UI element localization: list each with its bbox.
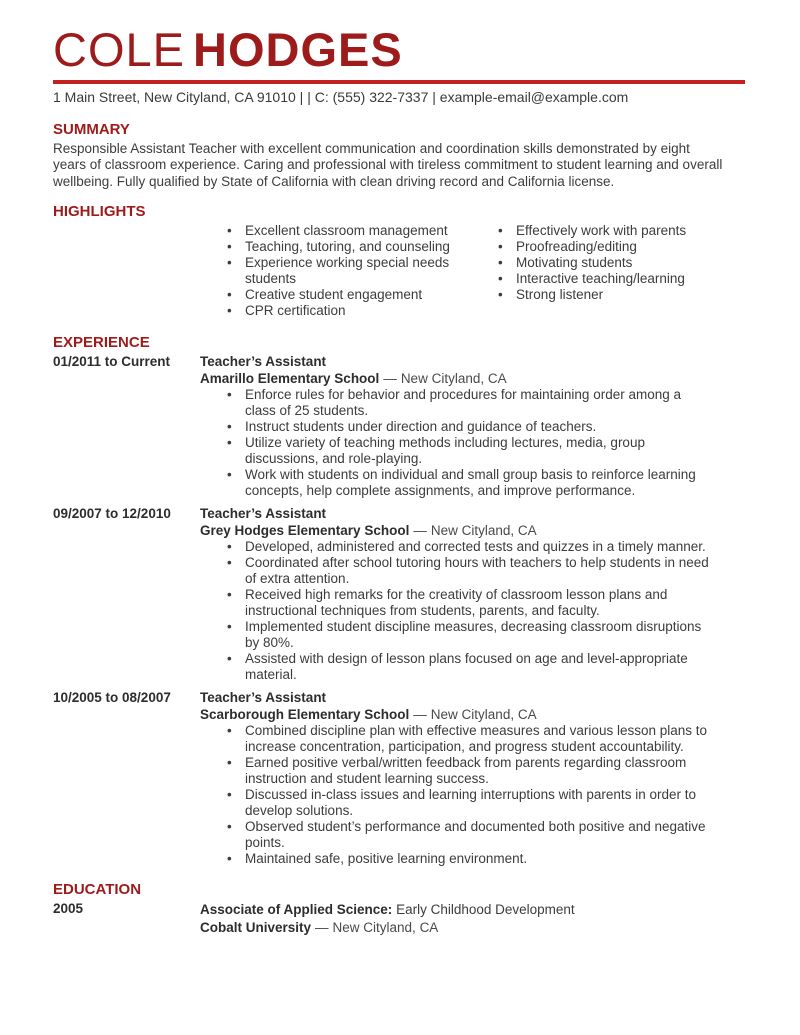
first-name: COLE	[53, 23, 185, 76]
highlight-item: • Effectively work with parents	[496, 223, 745, 239]
education-year: 2005	[53, 901, 84, 917]
highlight-item: • Interactive teaching/learning	[496, 271, 745, 287]
job-bullet: • Implemented student discipline measures, decreasing classroom disruptions by 80%.	[225, 619, 715, 651]
person-name	[53, 23, 745, 76]
education-row	[53, 901, 745, 936]
job-content	[200, 506, 745, 683]
job-bullet: • Observed student’s performance and documented both positive and negative points.	[225, 819, 715, 851]
education-location: New Cityland, CA	[332, 919, 439, 935]
job-bullet-list	[225, 387, 715, 499]
section-title-education: EDUCATION	[53, 881, 142, 899]
job-company: Scarborough Elementary School	[200, 706, 410, 722]
job-dates: 01/2011 to Current	[53, 354, 171, 370]
education-content	[200, 901, 745, 936]
highlight-item: • Teaching, tutoring, and counseling	[225, 239, 452, 255]
job-bullet: • Received high remarks for the creativity of classroom lesson plans and instructional techniques from students, parents, and faculty.	[225, 587, 715, 619]
education-degree-line	[200, 901, 745, 919]
section-title-experience: EXPERIENCE	[53, 334, 150, 352]
highlight-item: • CPR certification	[225, 303, 452, 319]
job-bullet: • Assisted with design of lesson plans focused on age and level-appropriate material.	[225, 651, 715, 683]
education-field: Early Childhood Development	[396, 902, 575, 918]
job-company-line	[200, 523, 745, 540]
highlight-item: • Strong listener	[496, 287, 745, 303]
dash-separator: —	[383, 370, 397, 386]
job-bullet-list	[225, 723, 715, 867]
job-company-line	[200, 371, 745, 388]
job-bullet: • Developed, administered and corrected tests and quizzes in a timely manner.	[225, 539, 715, 555]
job-bullet: • Instruct students under direction and guidance of teachers.	[225, 419, 715, 435]
job-location: New Cityland, CA	[430, 706, 537, 722]
job-content	[200, 354, 745, 499]
highlight-item: • Excellent classroom management	[225, 223, 452, 239]
job-bullet: • Earned positive verbal/written feedback from parents regarding classroom instruction and student learning success.	[225, 755, 715, 787]
job-company: Grey Hodges Elementary School	[200, 522, 410, 538]
education-school: Cobalt University	[200, 919, 312, 935]
job-company: Amarillo Elementary School	[200, 370, 380, 386]
section-title-summary: SUMMARY	[53, 120, 130, 138]
job-title: Teacher’s Assistant	[200, 690, 327, 706]
job-dates: 10/2005 to 08/2007	[53, 690, 171, 706]
job-bullet: • Combined discipline plan with effective measures and various lesson plans to increase concentration, participation, and progress student accountability.	[225, 723, 715, 755]
highlights-label-spacer	[53, 221, 200, 319]
highlights-row	[53, 221, 745, 319]
highlights-list-left	[225, 223, 452, 319]
highlights-list-right	[496, 223, 745, 319]
job-bullet: • Enforce rules for behavior and procedures for maintaining order among a class of 25 students.	[225, 387, 715, 419]
job-bullet: • Maintained safe, positive learning environment.	[225, 851, 715, 867]
highlights-columns	[200, 223, 745, 319]
header	[53, 23, 745, 106]
highlight-item: • Motivating students	[496, 255, 745, 271]
job-bullet: • Utilize variety of teaching methods including lectures, media, group discussions, and role-playing.	[225, 435, 715, 467]
dash-separator: —	[315, 919, 329, 935]
education-degree: Associate of Applied Science:	[200, 902, 393, 918]
section-title-highlights: HIGHLIGHTS	[53, 203, 146, 221]
job-bullet-list	[225, 539, 715, 683]
job-location: New Cityland, CA	[430, 522, 537, 538]
last-name: HODGES	[193, 23, 403, 76]
dash-separator: —	[413, 706, 427, 722]
contact-line: 1 Main Street, New Cityland, CA 91010 | | C: (555) 322-7337 | example-email@example.com	[53, 88, 629, 105]
divider-rule	[53, 80, 745, 84]
highlight-item: • Creative student engagement	[225, 287, 452, 303]
education-school-line	[200, 919, 745, 937]
job-company-line	[200, 707, 745, 724]
job-content	[200, 690, 745, 867]
experience-job	[53, 506, 745, 683]
summary-text: Responsible Assistant Teacher with excellent communication and coordination skills demonstrated by eight years of classroom experience. Caring and professional with tireless commitment to student learning and overall wellbeing. Fully qualified by State of California with clean driving record and California license.	[53, 140, 723, 189]
highlight-item: • Experience working special needs students	[225, 255, 452, 287]
job-bullet: • Coordinated after school tutoring hours with teachers to help students in need of extra attention.	[225, 555, 715, 587]
highlight-item: • Proofreading/editing	[496, 239, 745, 255]
experience-job	[53, 354, 745, 499]
job-location: New Cityland, CA	[400, 370, 507, 386]
job-bullet: • Work with students on individual and small group basis to reinforce learning concepts, help complete assignments, and improve performance.	[225, 467, 715, 499]
job-title: Teacher’s Assistant	[200, 354, 327, 370]
job-bullet: • Discussed in-class issues and learning interruptions with parents in order to develop solutions.	[225, 787, 715, 819]
dash-separator: —	[413, 522, 427, 538]
experience-job	[53, 690, 745, 867]
job-dates: 09/2007 to 12/2010	[53, 506, 171, 522]
job-title: Teacher’s Assistant	[200, 506, 327, 522]
